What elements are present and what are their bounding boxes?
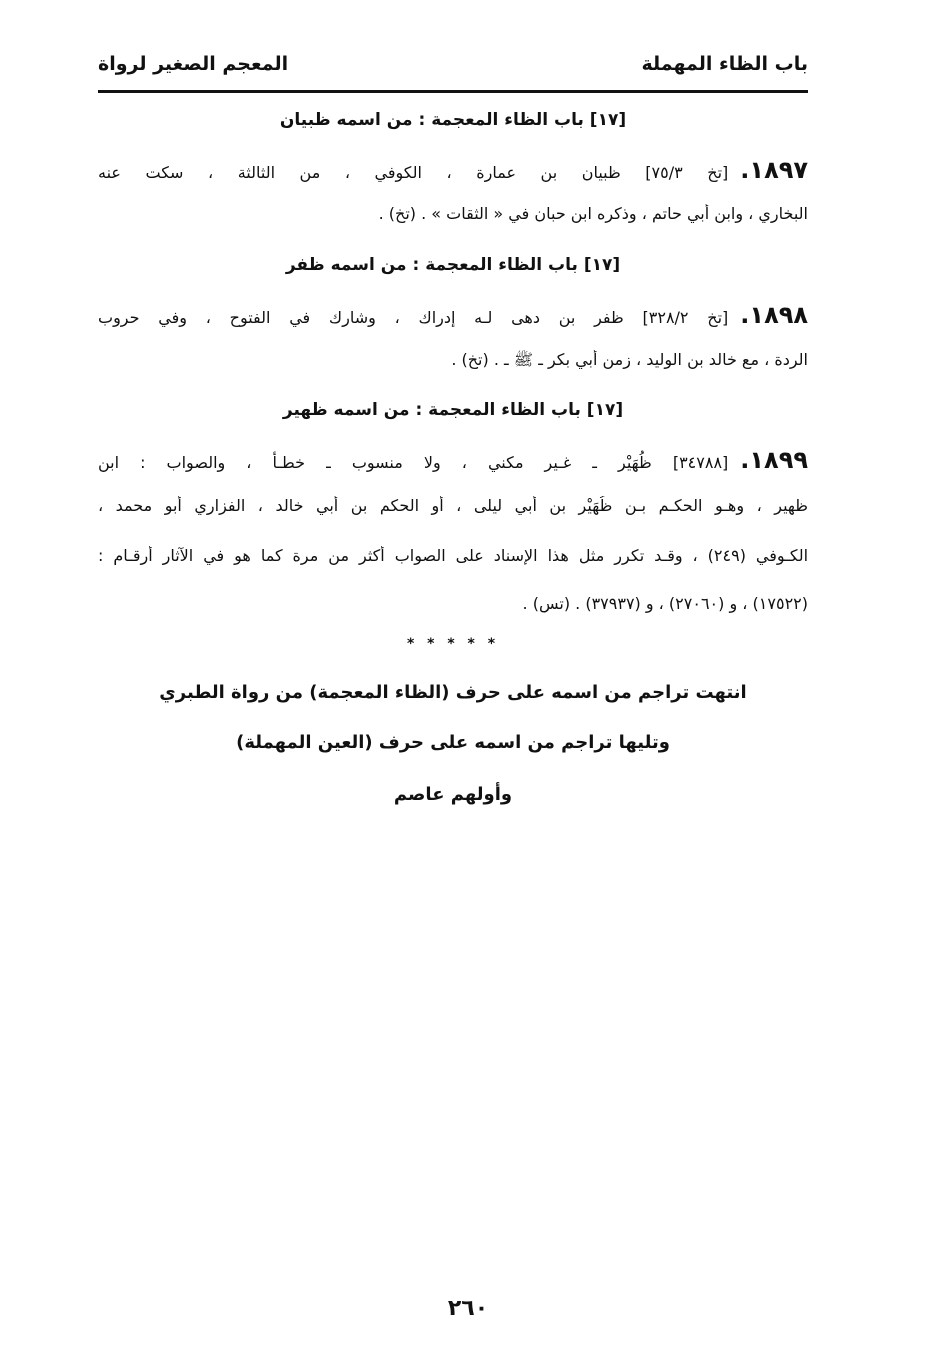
closing-line-3: وأولهم عاصم <box>393 784 513 805</box>
entry-text: [٣٤٧٨٨] ظُهَيْر ـ غـير مكني ، ولا منسوب ـ خطـأ ، والصواب : ابن <box>98 453 729 472</box>
header-divider <box>98 90 808 93</box>
entry-1898-line-1 <box>98 301 808 329</box>
section-title-zabyan: [١٧] باب الظاء المعجمة : من اسمه ظبيان <box>279 110 627 130</box>
entry-number: ١٨٩٨. <box>740 301 808 329</box>
page-number: ٢٦٠ <box>447 1296 489 1321</box>
section-title-zuhayr: [١٧] باب الظاء المعجمة : من اسمه ظهير <box>282 400 624 420</box>
entry-text: [تخ ٧٥/٣] ظبيان بن عمارة ، الكوفي ، من الثالثة ، سكت عنه <box>98 163 729 182</box>
entry-number: ١٨٩٧. <box>740 156 808 184</box>
entry-text: [تخ ٣٢٨/٢] ظفر بن دهى لـه إدراك ، وشارك في الفتوح ، وفي حروب <box>98 308 729 327</box>
entry-1899-line-4: (١٧٥٢٢) ، و (٢٧٠٦٠) ، و (٣٧٩٣٧) . (تس) . <box>522 594 808 613</box>
entry-1899-line-1 <box>98 446 808 474</box>
closing-line-1: انتهت تراجم من اسمه على حرف (الظاء المعجمة) من رواة الطبري <box>159 682 747 703</box>
entry-1899-line-2: ظهير ، وهـو الحكـم بـن ظُهَيْر بن أبي ليلى ، أو الحكم بن أبي خالد ، الفزاري أبو محمد ، <box>98 496 808 515</box>
entry-1897-line-2: البخاري ، وابن أبي حاتم ، وذكره ابن حبان في « الثقات » . (تخ) . <box>378 204 808 223</box>
running-header <box>98 42 808 86</box>
section-title-zafar: [١٧] باب الظاء المعجمة : من اسمه ظفر <box>285 255 621 275</box>
section-separator: * * * * * <box>406 636 500 652</box>
header-book-title: المعجم الصغير لرواة <box>98 53 289 75</box>
entry-1897-line-1 <box>98 156 808 184</box>
entry-1899-line-3: الكـوفي (٢٤٩) ، وقـد تكرر مثل هذا الإسناد على الصواب أكثر من مرة كما هو في الآثار أرقـام : <box>98 546 808 565</box>
header-chapter-title: باب الظاء المهملة <box>641 53 808 75</box>
entry-1898-line-2: الردة ، مع خالد بن الوليد ، زمن أبي بكر ـ ﷺ ـ . (تخ) . <box>451 350 808 369</box>
closing-line-2: وتليها تراجم من اسمه على حرف (العين المهملة) <box>236 732 670 753</box>
entry-number: ١٨٩٩. <box>740 446 808 474</box>
